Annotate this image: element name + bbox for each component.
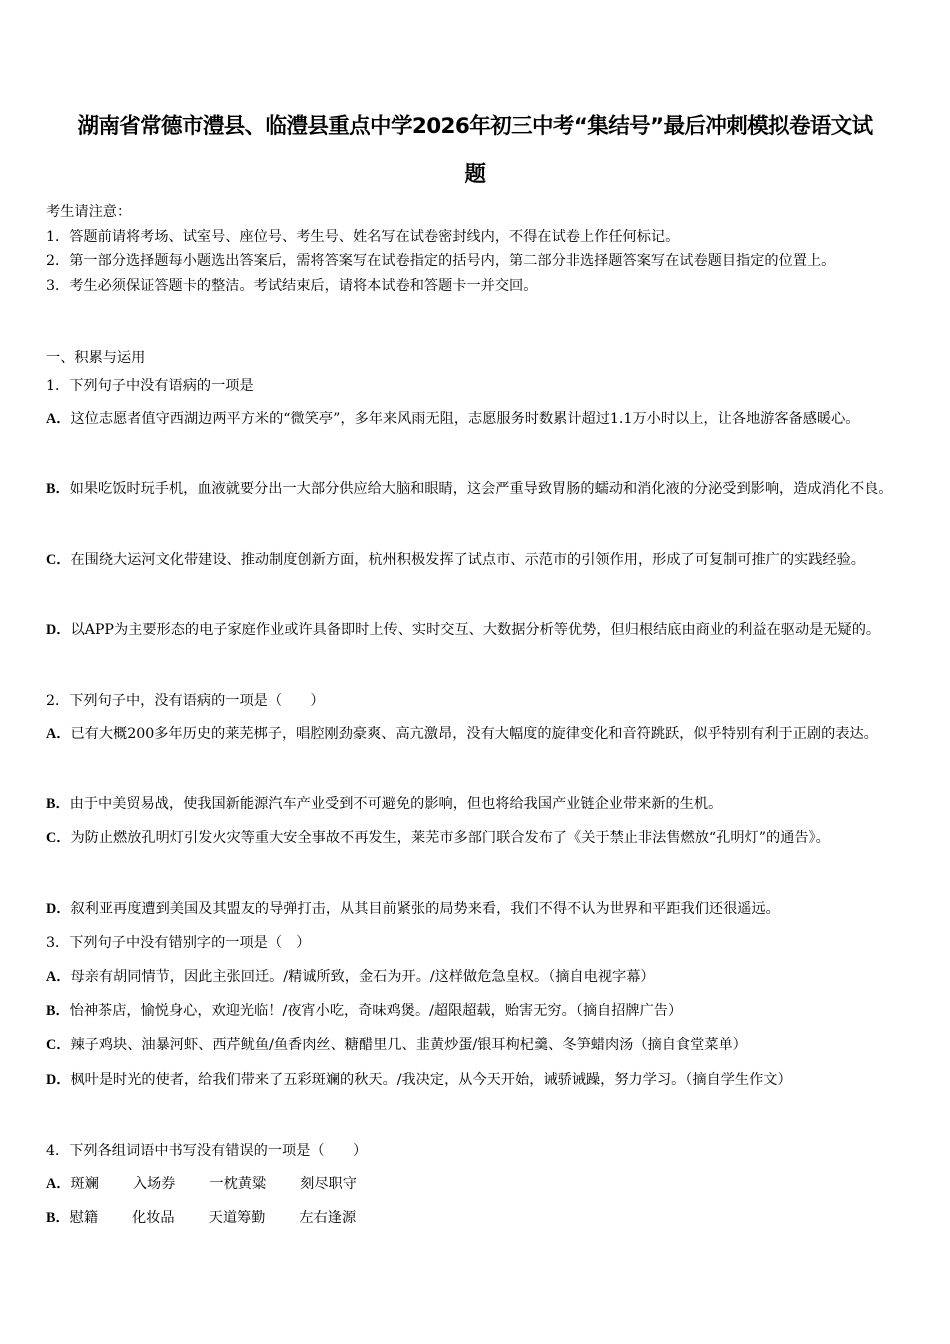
- question-2-option-a: [46, 717, 908, 752]
- page-title-line-1: 湖南省常德市澧县、临澧县重点中学2026年初三中考“集结号”最后冲刺模拟卷语文试: [77, 114, 873, 139]
- option-label: B．: [46, 1210, 70, 1226]
- option-text: 枫叶是时光的使者，给我们带来了五彩斑斓的秋天。/我决定，从今天开始，诫骄诫躁，努力学习。（摘自学生作文）: [70, 1072, 792, 1088]
- notice-item-3: 3．考生必须保证答题卡的整洁。考试结束后，请将本试卷和答题卡一并交回。: [46, 277, 538, 294]
- notice-item-2: 2．第一部分选择题每小题选出答案后，需将答案写在试卷指定的括号内，第二部分非选择题答案写在试卷题目指定的位置上。: [46, 253, 836, 269]
- option-label: D．: [46, 901, 71, 917]
- option-text: 这位志愿者值守西湖边两平方米的“微笑亭”，多年来风雨无阻，志愿服务时数累计超过1.1万小时以上，让各地游客备感暖心。: [70, 411, 860, 427]
- option-word: 刻尽职守: [300, 1176, 357, 1192]
- option-label: B．: [46, 481, 70, 497]
- option-label: A．: [46, 1176, 71, 1192]
- question-4-stem: 4．下列各组词语中书写没有错误的一项是（ ）: [46, 1143, 368, 1159]
- question-1-option-b: [46, 472, 908, 507]
- option-word: 左右逢源: [299, 1210, 357, 1226]
- question-1-stem: 1．下列句子中没有语病的一项是: [46, 378, 254, 394]
- option-label: B．: [46, 796, 70, 812]
- question-2-stem: 2．下列句子中，没有语病的一项是（ ）: [46, 693, 325, 709]
- option-label: D．: [46, 1072, 71, 1088]
- question-1-option-a: [46, 402, 908, 437]
- question-1-option-c: [46, 543, 908, 578]
- option-text: 怡神茶店，愉悦身心，欢迎光临！/夜宵小吃，奇味鸡煲。/超限超载，贻害无穷。（摘自招牌广告）: [69, 1003, 683, 1019]
- question-4-option-a: [46, 1167, 908, 1202]
- option-label: C．: [46, 1037, 71, 1053]
- option-word: 慰籍: [69, 1210, 99, 1226]
- option-text: 母亲有胡同情节，因此主张回迁。/精诚所致，金石为开。/这样做危急皇权。（摘自电视字幕）: [70, 969, 655, 985]
- option-text: 由于中美贸易战，使我国新能源汽车产业受到不可避免的影响，但也将给我国产业链企业带来新的生机。: [69, 796, 723, 812]
- option-text: 为防止燃放孔明灯引发火灾等重大安全事故不再发生，莱芜市多部门联合发布了《关于禁止非法售燃放“孔明灯”的通告》。: [70, 830, 830, 846]
- question-3-option-b: [46, 994, 908, 1029]
- option-word: 天道筹勤: [208, 1210, 266, 1226]
- question-2-option-b: [46, 787, 908, 822]
- option-text: 在围绕大运河文化带建设、推动制度创新方面，杭州积极发挥了试点市、示范市的引领作用，形成了可复制可推广的实践经验。: [70, 552, 865, 568]
- option-text: 叙利亚再度遭到美国及其盟友的导弹打击，从其目前紧张的局势来看，我们不得不认为世界和平距我们还很遥远。: [70, 901, 780, 917]
- option-text: 已有大概200多年历史的莱芜梆子，唱腔刚劲豪爽、高亢激昂，没有大幅度的旋律变化和音符跳跃，似乎特别有利于正剧的表达。: [70, 726, 878, 742]
- question-3-option-a: [46, 960, 908, 995]
- option-word: 化妆品: [132, 1210, 175, 1226]
- option-label: A．: [46, 969, 71, 985]
- option-text: 如果吃饭时玩手机，血液就要分出一大部分供应给大脑和眼睛，这会严重导致胃肠的蠕动和消化液的分泌受到影响，造成消化不良。: [69, 481, 893, 497]
- notice-heading: 考生请注意：: [46, 204, 132, 220]
- option-label: B．: [46, 1003, 70, 1019]
- page-title-line-2: 题: [464, 162, 486, 187]
- option-label: C．: [46, 552, 71, 568]
- question-2-option-c: [46, 821, 908, 856]
- option-word: 一枕黄粱: [209, 1176, 267, 1192]
- option-label: D．: [46, 622, 71, 638]
- notice-block: [46, 200, 906, 298]
- question-3-option-c: [46, 1028, 908, 1063]
- option-text: 辣子鸡块、油暴河虾、西芹鱿鱼/鱼香肉丝、糖醋里几、韭黄炒蛋/银耳枸杞羹、冬笋蜡肉汤（摘自食堂菜单）: [70, 1037, 747, 1053]
- question-4-option-b: [46, 1201, 908, 1236]
- option-label: C．: [46, 830, 71, 846]
- question-2-option-d: [46, 892, 908, 927]
- option-word: 入场券: [132, 1176, 176, 1192]
- option-label: A．: [46, 726, 71, 742]
- option-text: 以APP为主要形态的电子家庭作业或许具备即时上传、实时交互、大数据分析等优势，但归根结底由商业的利益在驱动是无疑的。: [70, 622, 881, 638]
- notice-item-1: 1．答题前请将考场、试室号、座位号、考生号、姓名写在试卷密封线内，不得在试卷上作任何标记。: [46, 228, 680, 245]
- question-3-option-d: [46, 1063, 908, 1098]
- section-heading: 一、积累与运用: [46, 350, 146, 366]
- option-word: 斑斓: [70, 1176, 99, 1192]
- question-3-stem: 3．下列句子中没有错别字的一项是（ ）: [46, 935, 311, 951]
- question-1-option-d: [46, 613, 908, 648]
- option-label: A．: [46, 411, 71, 427]
